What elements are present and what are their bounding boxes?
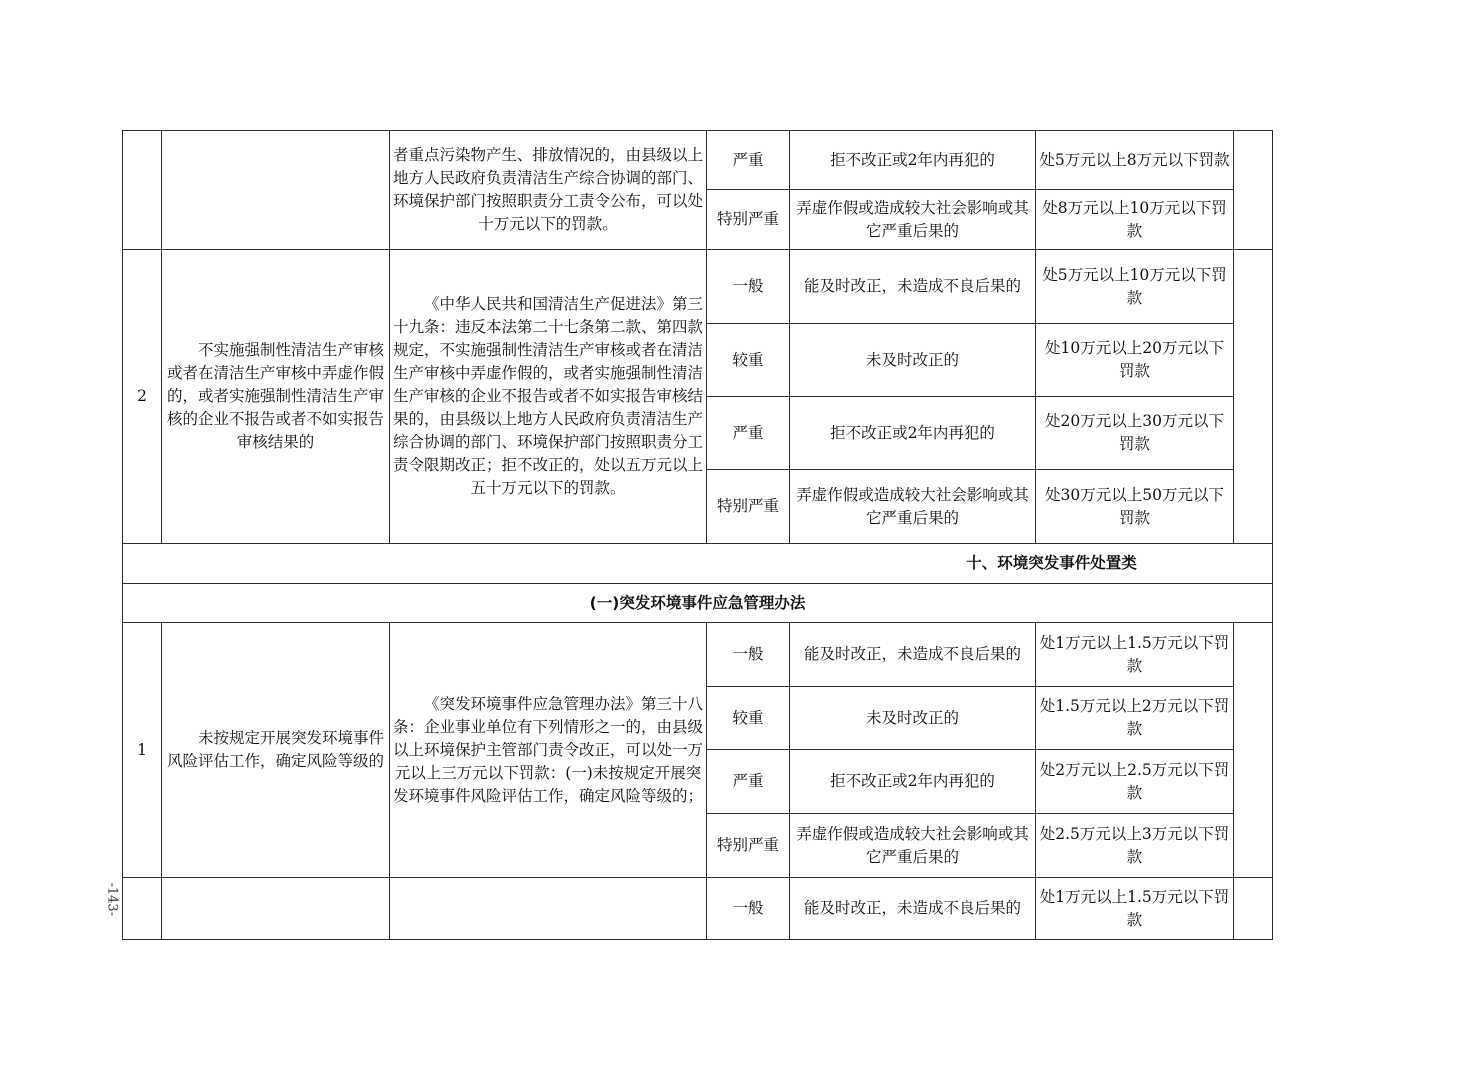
condition-cell: 弄虚作假或造成较大社会影响或其它严重后果的	[790, 814, 1036, 878]
penalty-table	[122, 130, 1273, 940]
sub-heading: (一)突发环境事件应急管理办法	[123, 584, 1273, 623]
severity-level: 较重	[707, 687, 790, 750]
severity-level: 严重	[707, 131, 790, 190]
index-cell: 1	[123, 623, 162, 878]
table-row	[123, 878, 1273, 940]
condition-cell: 弄虚作假或造成较大社会影响或其它严重后果的	[790, 470, 1036, 544]
legal-basis-text: 《中华人民共和国清洁生产促进法》第三十九条：违反本法第二十七条第二款、第四款规定，不实施强制性清洁生产审核或者在清洁生产审核中弄虚作假的，或者实施强制性清洁生产审核的企业不报告或者不如实报告审核结果的，由县级以上地方人民政府负责清洁生产综合协调的部门、环境保护部门按照职责分工责令限期改正；拒不改正的，处以五万元以上五十万元以下的罚款。	[393, 295, 704, 497]
penalty-cell: 处2.5万元以上3万元以下罚款	[1036, 814, 1234, 878]
penalty-cell: 处30万元以上50万元以下罚款	[1036, 470, 1234, 544]
table-row	[123, 250, 1273, 324]
remarks-cell	[1234, 250, 1273, 544]
severity-level: 一般	[707, 250, 790, 324]
description-cell	[162, 878, 390, 940]
description-cell	[162, 131, 390, 250]
section-heading	[123, 544, 1273, 584]
description-cell	[162, 250, 390, 544]
index-cell	[123, 878, 162, 940]
severity-level: 特别严重	[707, 190, 790, 250]
description-text: 不实施强制性清洁生产审核或者在清洁生产审核中弄虚作假的，或者实施强制性清洁生产审核的企业不报告或者不如实报告审核结果的	[166, 341, 384, 451]
condition-cell: 拒不改正或2年内再犯的	[790, 131, 1036, 190]
page-number: -143-	[104, 882, 120, 917]
legal-basis-cell	[390, 878, 707, 940]
section-heading-row	[123, 544, 1273, 584]
severity-level: 严重	[707, 750, 790, 814]
index-cell	[123, 131, 162, 250]
penalty-cell: 处20万元以上30万元以下罚款	[1036, 397, 1234, 470]
remarks-cell	[1234, 878, 1273, 940]
legal-basis-cell: 者重点污染物产生、排放情况的，由县级以上地方人民政府负责清洁生产综合协调的部门、环境保护部门按照职责分工责令公布，可以处十万元以下的罚款。	[390, 131, 707, 250]
severity-level: 一般	[707, 878, 790, 940]
index-cell: 2	[123, 250, 162, 544]
penalty-cell: 处5万元以上10万元以下罚款	[1036, 250, 1234, 324]
penalty-cell: 处8万元以上10万元以下罚款	[1036, 190, 1234, 250]
condition-cell: 能及时改正，未造成不良后果的	[790, 623, 1036, 687]
description-cell	[162, 623, 390, 878]
sub-heading-row	[123, 584, 1273, 623]
condition-cell: 拒不改正或2年内再犯的	[790, 750, 1036, 814]
severity-level: 严重	[707, 397, 790, 470]
condition-cell: 未及时改正的	[790, 324, 1036, 397]
section-heading-text: 十、环境突发事件处置类	[966, 554, 1137, 572]
condition-cell: 拒不改正或2年内再犯的	[790, 397, 1036, 470]
severity-level: 特别严重	[707, 814, 790, 878]
severity-level: 一般	[707, 623, 790, 687]
penalty-cell: 处5万元以上8万元以下罚款	[1036, 131, 1234, 190]
remarks-cell	[1234, 131, 1273, 250]
severity-level: 特别严重	[707, 470, 790, 544]
legal-basis-text: 《突发环境事件应急管理办法》第三十八条：企业事业单位有下列情形之一的，由县级以上环境保护主管部门责令改正，可以处一万元以上三万元以下罚款：(一)未按规定开展突发环境事件风险评估工作，确定风险等级的；	[393, 694, 704, 805]
penalty-cell: 处1.5万元以上2万元以下罚款	[1036, 687, 1234, 750]
penalty-cell: 处1万元以上1.5万元以下罚款	[1036, 878, 1234, 940]
legal-basis-cell	[390, 623, 707, 878]
condition-cell: 弄虚作假或造成较大社会影响或其它严重后果的	[790, 190, 1036, 250]
penalty-cell: 处1万元以上1.5万元以下罚款	[1036, 623, 1234, 687]
legal-basis-cell	[390, 250, 707, 544]
table-row	[123, 623, 1273, 687]
remarks-cell	[1234, 623, 1273, 878]
severity-level: 较重	[707, 324, 790, 397]
condition-cell: 能及时改正，未造成不良后果的	[790, 878, 1036, 940]
description-text: 未按规定开展突发环境事件风险评估工作，确定风险等级的	[166, 729, 384, 770]
penalty-cell: 处10万元以上20万元以下罚款	[1036, 324, 1234, 397]
penalty-cell: 处2万元以上2.5万元以下罚款	[1036, 750, 1234, 814]
table-row	[123, 131, 1273, 190]
condition-cell: 未及时改正的	[790, 687, 1036, 750]
condition-cell: 能及时改正，未造成不良后果的	[790, 250, 1036, 324]
